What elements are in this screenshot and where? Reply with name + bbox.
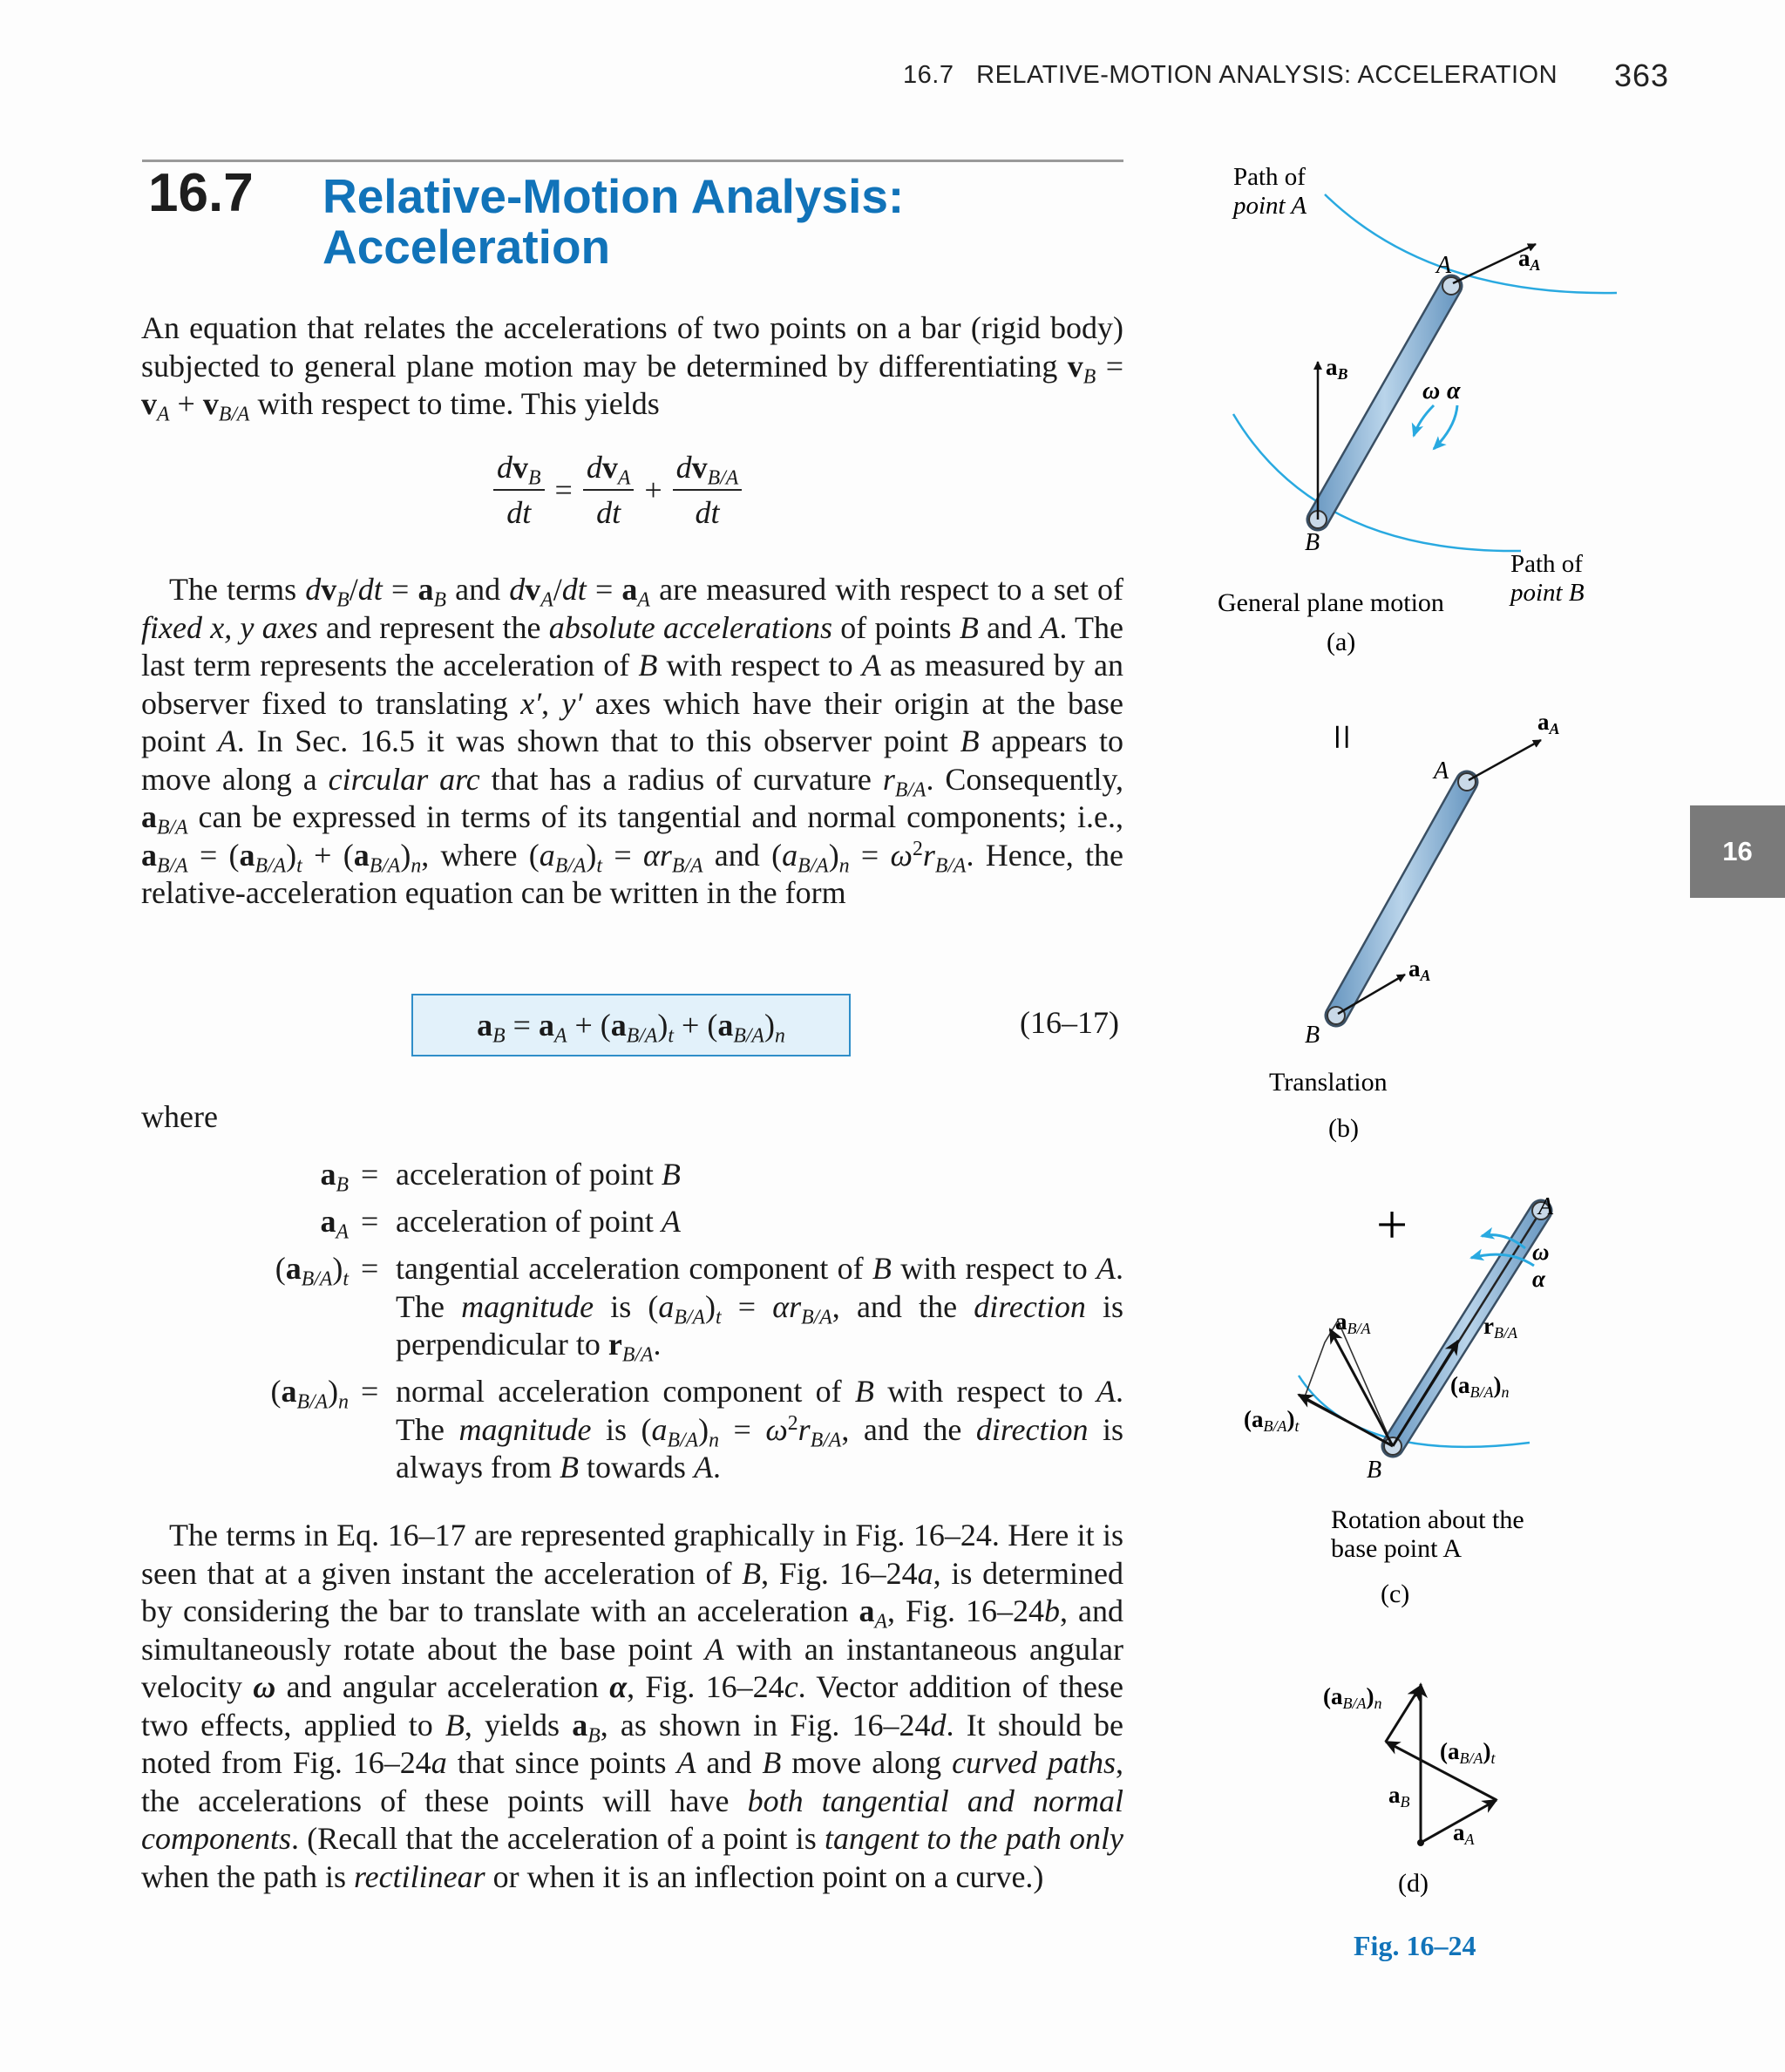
plus-sign: +: [1376, 1193, 1408, 1255]
equals-sign: =: [1316, 724, 1368, 751]
rod-b: [1327, 773, 1476, 1024]
panel-a-letter: (a): [1327, 628, 1356, 656]
accel-a-label-bottom: aA: [1408, 955, 1431, 984]
path-a-label-line1: Path of: [1233, 163, 1306, 191]
a-b-label: aB: [1388, 1782, 1410, 1810]
panel-b-caption: Translation: [1269, 1068, 1388, 1097]
panel-b: [1269, 709, 1560, 1143]
point-b-label: B: [1367, 1457, 1382, 1484]
figure-caption: Fig. 16–24: [1354, 1930, 1476, 1961]
equation-number: (16–17): [1020, 1005, 1119, 1040]
section-title-line1: Relative-Motion Analysis:: [322, 169, 905, 223]
point-a-label: A: [1538, 1193, 1554, 1220]
graphical-paragraph: The terms in Eq. 16–17 are represented graphically in Fig. 16–24. Here it is seen that at a given instant the acceleration of B, Fig. 16–24a, is determined by considering the bar to translate with an acceleration $a_A$, Fig. 16–24b, and simultaneously rotate about the base point A with an instantaneous angular velocity ω and angular acceleration α, Fig. 16–24c. Vector addition of these two effects, applied to B, yields $a_B$, as shown in Fig. 16–24d. It should be noted from Fig. 16–24a that since points A and B move along curved paths, the accelerations of these points will have both tangential and normal components. (Recall that the acceleration of a point is tangent to the path only when the path is rectilinear or when it is an inflection point on a curve.): [141, 1518, 1124, 1894]
omega-label: ω: [1532, 1239, 1550, 1265]
r-ba-label: rB/A: [1483, 1313, 1517, 1342]
point-b-label: B: [1305, 1022, 1320, 1049]
point-a-label: A: [1436, 252, 1452, 279]
path-b-label-line2: point B: [1510, 579, 1585, 607]
panel-c-letter: (c): [1381, 1579, 1410, 1608]
where-label: where: [141, 1099, 218, 1134]
point-a-label: A: [1434, 757, 1449, 785]
a-ba-n-arrow: [1386, 1686, 1421, 1742]
section-title-line2: Acceleration: [322, 220, 611, 274]
path-a-label-line2: point A: [1233, 192, 1307, 220]
a-ba-t-label: (aB/A)t: [1244, 1406, 1300, 1435]
terms-paragraph: The terms $dv_B/dt = a_B$ and $dv_A/dt = a_A$ are measured with respect to a set of fixed x, y axes and represent the absolute accelerations of points B and A. The last term represents the acceleration of B with respect to A as measured by an observer fixed to translating x′, y′ axes which have their origin at the base point A. In Sec. 16.5 it was shown that to this observer point B appears to move along a circular arc that has a radius of curvature $r_{B/A}$. Consequently, $a_{B/A}$ can be expressed in terms of its tangential and normal components; i.e., $a_{B/A} = (a_{B/A})_t + (a_{B/A})_n$, where $(a_{B/A})_t = \alpha r_{B/A}$ and $(a_{B/A})_n = \omega^2r_{B/A}$. Hence, the relative-acceleration equation can be written in the form: [141, 572, 1123, 910]
path-b-label-line1: Path of: [1510, 550, 1583, 578]
alpha-arrow: [1434, 405, 1457, 449]
omega-arrow: [1414, 405, 1434, 436]
path-of-point-a-curve: [1325, 194, 1617, 293]
derivative-equation: $\frac{dv_B}{dt}$ = $\frac{dv_A}{dt}$ + $\frac{dv_{B/A}}{dt}$: [488, 449, 747, 531]
panel-a: [1218, 163, 1617, 656]
chapter-tab: 16: [1690, 805, 1785, 898]
a-ba-n-label: (aB/A)n: [1450, 1372, 1510, 1401]
a-ba-n-arrow: [1393, 1341, 1458, 1446]
point-b-label: B: [1305, 529, 1320, 556]
a-a-label: aA: [1453, 1819, 1475, 1848]
definition-symbol: $(a_{B/A})_n$: [270, 1374, 349, 1414]
panel-c-caption-line2: base point A: [1331, 1534, 1462, 1563]
panel-d: [1323, 1683, 1497, 1898]
alpha-label: α: [1447, 377, 1461, 404]
a-ba-t-label: (aB/A)t: [1440, 1738, 1496, 1767]
accel-b-label: aB: [1326, 354, 1348, 383]
a-ba-n-label: (aB/A)n: [1323, 1683, 1382, 1712]
parallelogram: [1304, 1321, 1393, 1446]
definition-symbol: $(a_{B/A})_t$: [275, 1251, 349, 1291]
running-head-title: RELATIVE-MOTION ANALYSIS: ACCELERATION: [976, 61, 1558, 89]
boxed-equation: $a_B = a_A + (a_{B/A})_t + (a_{B/A})_n$: [411, 994, 851, 1056]
alpha-label: α: [1532, 1266, 1545, 1292]
accel-a-label-top: aA: [1537, 709, 1560, 737]
running-head-number: 16.7: [903, 61, 954, 89]
panel-c-caption-line1: Rotation about the: [1331, 1505, 1524, 1534]
definition-symbol: $a_B$: [320, 1157, 349, 1197]
rod-c: [1384, 1202, 1550, 1455]
omega-label: ω: [1422, 377, 1441, 404]
intro-paragraph: An equation that relates the accelerations of two points on a bar (rigid body) subjected to general plane motion may be determined by differentiating $v_B = v_A + v_{B/A}$ with respect to time. This yields: [141, 310, 1123, 426]
panel-b-letter: (b): [1328, 1114, 1359, 1143]
accel-a-label: aA: [1518, 245, 1541, 274]
a-ba-label: aB/A: [1335, 1308, 1371, 1337]
panel-d-letter: (d): [1398, 1869, 1429, 1898]
panel-a-caption: General plane motion: [1218, 588, 1444, 617]
page-number: 363: [1614, 58, 1670, 93]
accel-a-arrow-top: [1469, 740, 1541, 780]
panel-c: [1244, 1193, 1554, 1608]
section-number: 16.7: [148, 163, 254, 223]
definition-symbol: $a_A$: [320, 1204, 349, 1244]
